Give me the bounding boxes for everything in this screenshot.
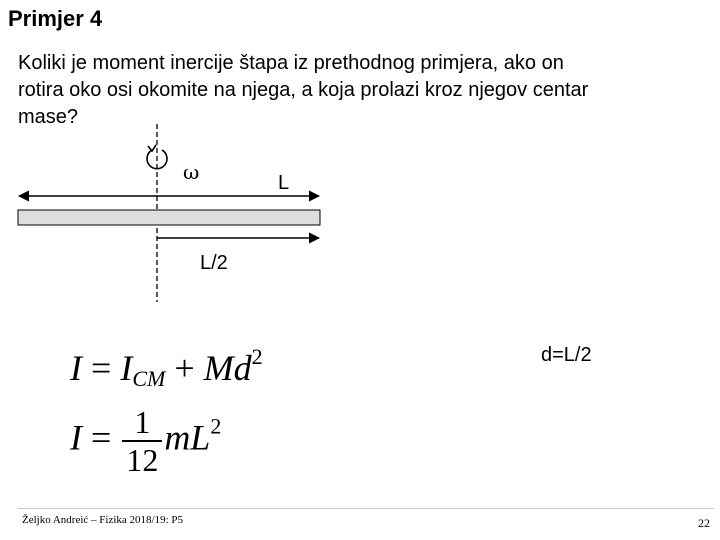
formula-operator: + xyxy=(174,348,195,388)
footer-divider xyxy=(18,508,714,509)
rod xyxy=(18,210,320,225)
formula-symbol: I xyxy=(120,348,133,388)
length-label: L xyxy=(278,172,290,194)
formula-exponent: 2 xyxy=(251,344,263,369)
formula-subscript: CM xyxy=(132,366,166,391)
fraction xyxy=(122,404,162,478)
parallel-axis-formula xyxy=(70,344,263,392)
question-line: Koliki je moment inercije štapa iz prethodnog primjera, ako on xyxy=(18,52,564,74)
half-length-label: L/2 xyxy=(200,252,228,274)
distance-label: d=L/2 xyxy=(541,344,592,366)
formula-symbol: I xyxy=(70,348,82,388)
formula-operator: = xyxy=(91,417,112,458)
formula-symbol: Md xyxy=(203,348,252,388)
question-line: rotira oko osi okomite na njega, a koja prolazi kroz njegov centar xyxy=(18,79,589,101)
formula-operator: = xyxy=(91,348,112,388)
footer-author: Željko Andreić – Fizika 2018/19: P5 xyxy=(22,514,184,526)
fraction-numerator: 1 xyxy=(134,404,151,440)
fraction-denominator: 12 xyxy=(126,442,159,478)
rod-center-formula xyxy=(70,404,221,478)
omega-label: ω xyxy=(183,160,200,184)
page-number: 22 xyxy=(698,516,710,530)
formula-symbol: I xyxy=(70,417,82,458)
formula-exponent: 2 xyxy=(210,413,222,439)
formula-symbol: mL xyxy=(164,417,211,458)
slide-title: Primjer 4 xyxy=(8,6,103,31)
question-line: mase? xyxy=(18,106,79,128)
